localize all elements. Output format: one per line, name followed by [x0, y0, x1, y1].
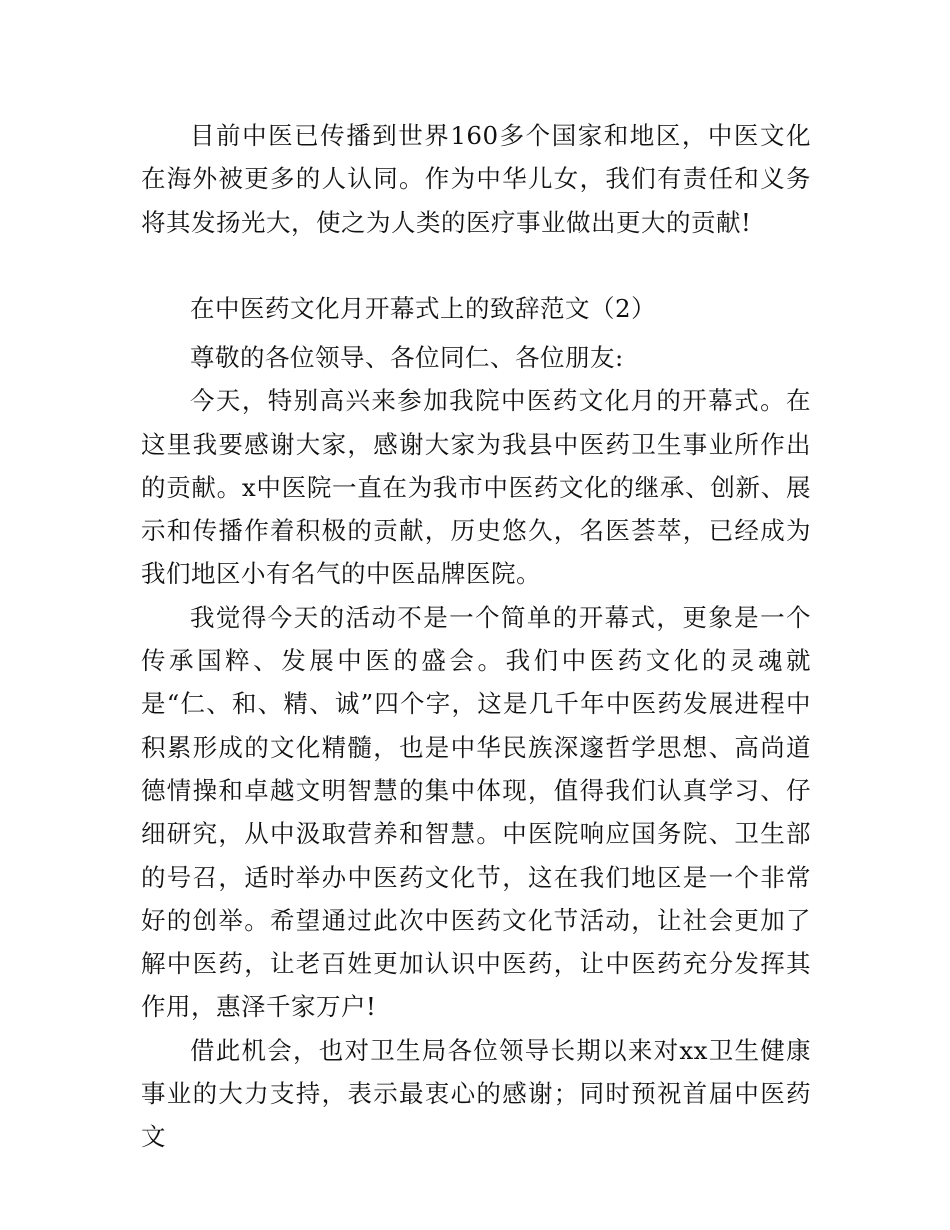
speech-salutation: 尊敬的各位领导、各位同仁、各位朋友:: [190, 343, 624, 372]
speech-heading-section: [141, 288, 811, 330]
speech-paragraph-2: 我觉得今天的活动不是一个简单的开幕式，更象是一个传承国粹、发展中医的盛会。我们中医药文化的灵魂就是“仁、和、精、诚”四个字，这是几千年中医药发展进程中积累形成的文化精髓，也是中华民族深邃哲学思想、高尚道德情操和卓越文明智慧的集中体现，值得我们认真学习、仔细研究，从中汲取营养和智慧。中医院响应国务院、卫生部的号召，适时举办中医药文化节，这在我们地区是一个非常好的创举。希望通过此次中医药文化节活动，让社会更加了解中医药，让老百姓更加认识中医药，让中医药充分发挥其作用，惠泽千家万户!: [141, 602, 811, 1022]
speech-title: 在中医药文化月开幕式上的致辞范文（2）: [190, 294, 657, 323]
speech-paragraph-1: 今天，特别高兴来参加我院中医药文化月的开幕式。在这里我要感谢大家，感谢大家为我县中医药卫生事业所作出的贡献。x中医院一直在为我市中医药文化的继承、创新、展示和传播作着积极的贡献，历史悠久，名医荟萃，已经成为我们地区小有名气的中医品牌医院。: [141, 386, 811, 589]
speech-body: [141, 336, 811, 1159]
speech-paragraph-3: 借此机会，也对卫生局各位领导长期以来对xx卫生健康事业的大力支持，表示最衷心的感谢；同时预祝首届中医药文: [141, 1035, 811, 1152]
intro-section: [141, 114, 811, 244]
intro-paragraph: 目前中医已传播到世界160多个国家和地区，中医文化在海外被更多的人认同。作为中华儿女，我们有责任和义务将其发扬光大，使之为人类的医疗事业做出更大的贡献!: [141, 121, 811, 237]
